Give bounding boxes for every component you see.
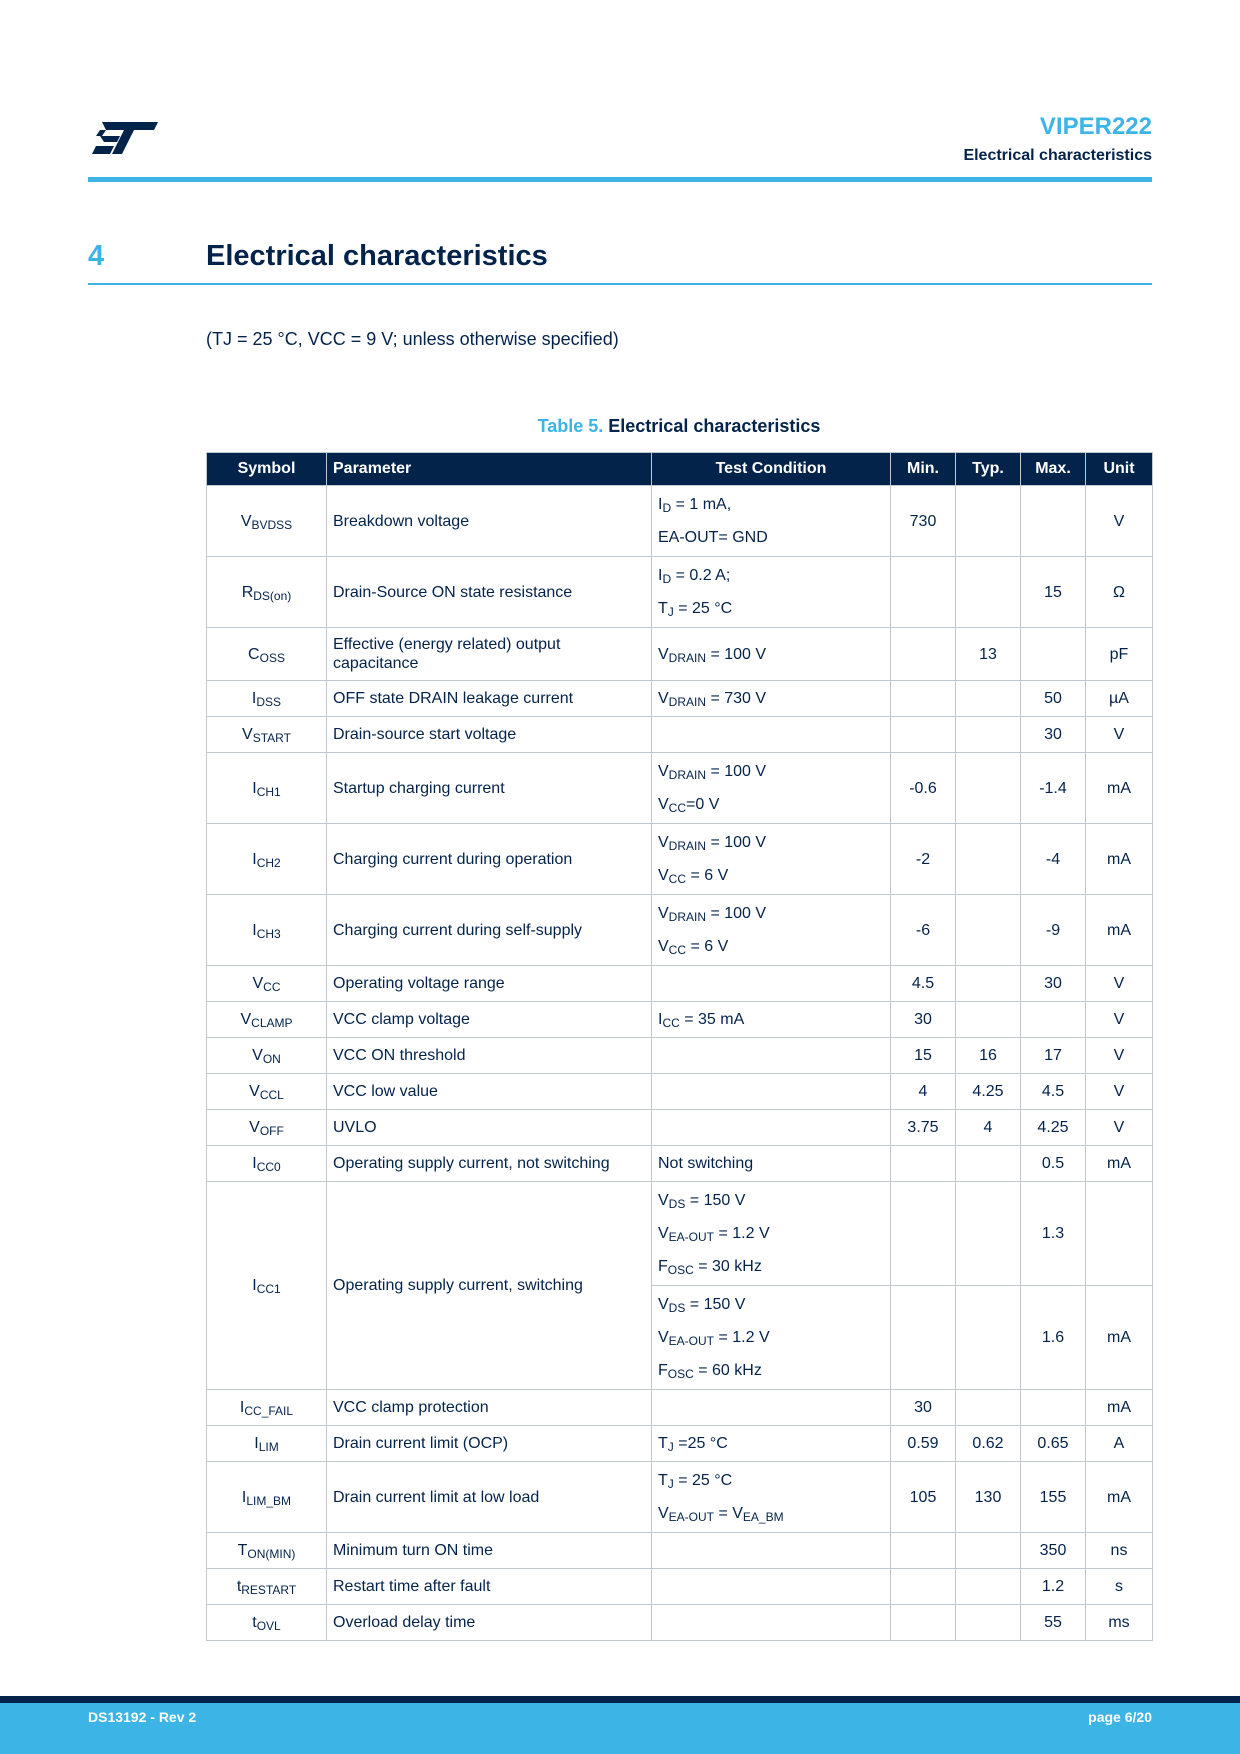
table-row bbox=[207, 1390, 1153, 1426]
min-cell: 3.75 bbox=[891, 1110, 956, 1146]
min-cell: 105 bbox=[891, 1462, 956, 1533]
max-cell: 155 bbox=[1021, 1462, 1086, 1533]
symbol-cell: $R_{DS(on)}$ bbox=[207, 557, 327, 628]
table-row bbox=[207, 1462, 1153, 1533]
min-cell: 30 bbox=[891, 1390, 956, 1426]
unit-cell: pF bbox=[1086, 628, 1153, 681]
condition-cell: $I_D = 1$ mA, EA-OUT= GND bbox=[652, 486, 891, 557]
min-cell bbox=[891, 681, 956, 717]
parameter-cell: Operating supply current, not switching bbox=[327, 1146, 652, 1182]
section-title: Electrical characteristics bbox=[206, 240, 548, 272]
section-number: 4 bbox=[88, 240, 105, 272]
table-row bbox=[207, 628, 1153, 681]
typ-cell bbox=[956, 824, 1021, 895]
col-header-condition: Test Condition bbox=[652, 453, 891, 486]
typ-cell: 4.25 bbox=[956, 1074, 1021, 1110]
symbol-cell: $V_{START}$ bbox=[207, 717, 327, 753]
condition-cell: $V_{DRAIN} = 730$ V bbox=[652, 681, 891, 717]
max-cell: 55 bbox=[1021, 1605, 1086, 1641]
symbol-cell: $I_{CC\_FAIL}$ bbox=[207, 1390, 327, 1426]
table-row bbox=[207, 1426, 1153, 1462]
min-cell: -2 bbox=[891, 824, 956, 895]
typ-cell bbox=[956, 753, 1021, 824]
parameter-cell: VCC ON threshold bbox=[327, 1038, 652, 1074]
footer-dark-band bbox=[0, 1696, 1240, 1703]
condition-cell bbox=[652, 1533, 891, 1569]
parameter-cell: Startup charging current bbox=[327, 753, 652, 824]
typ-cell: 130 bbox=[956, 1462, 1021, 1533]
col-header-min: Min. bbox=[891, 453, 956, 486]
min-cell: -6 bbox=[891, 895, 956, 966]
unit-cell: mA bbox=[1086, 1146, 1153, 1182]
max-cell bbox=[1021, 628, 1086, 681]
min-cell bbox=[891, 1569, 956, 1605]
min-cell bbox=[891, 1605, 956, 1641]
condition-cell: $V_{DS} = 150$ V $V_{EA-OUT} = 1.2$ V $F_{OSC} = 30$ kHz bbox=[652, 1182, 891, 1286]
max-cell: 17 bbox=[1021, 1038, 1086, 1074]
condition-cell bbox=[652, 717, 891, 753]
max-cell: 4.25 bbox=[1021, 1110, 1086, 1146]
max-cell: 1.6 bbox=[1021, 1286, 1086, 1390]
parameter-cell: VCC low value bbox=[327, 1074, 652, 1110]
table-row bbox=[207, 1533, 1153, 1569]
condition-cell: $V_{DRAIN} = 100$ V $V_{CC}=0$ V bbox=[652, 753, 891, 824]
table-row bbox=[207, 486, 1153, 557]
unit-cell: s bbox=[1086, 1569, 1153, 1605]
doc-subtitle: Electrical characteristics bbox=[963, 147, 1152, 164]
max-cell: 0.5 bbox=[1021, 1146, 1086, 1182]
symbol-cell: $t_{RESTART}$ bbox=[207, 1569, 327, 1605]
footer-doc-id: DS13192 - Rev 2 bbox=[88, 1709, 197, 1725]
parameter-cell: Charging current during operation bbox=[327, 824, 652, 895]
symbol-cell: $T_{ON(MIN)}$ bbox=[207, 1533, 327, 1569]
parameter-cell: Charging current during self-supply bbox=[327, 895, 652, 966]
max-cell bbox=[1021, 1390, 1086, 1426]
col-header-typ: Typ. bbox=[956, 453, 1021, 486]
condition-cell: $V_{DRAIN} = 100$ V $V_{CC} = 6$ V bbox=[652, 895, 891, 966]
condition-cell: $I_D = 0.2$ A; $T_J = 25$ °C bbox=[652, 557, 891, 628]
unit-cell: mA bbox=[1086, 1390, 1153, 1426]
table-caption-number: Table 5. bbox=[537, 416, 604, 436]
condition-cell: $I_{CC} = 35$ mA bbox=[652, 1002, 891, 1038]
section-intro: (TJ = 25 °C, VCC = 9 V; unless otherwise specified) bbox=[206, 329, 619, 349]
max-cell: 350 bbox=[1021, 1533, 1086, 1569]
typ-cell: 0.62 bbox=[956, 1426, 1021, 1462]
unit-cell: Ω bbox=[1086, 557, 1153, 628]
symbol-cell: $V_{CC}$ bbox=[207, 966, 327, 1002]
unit-cell: V bbox=[1086, 486, 1153, 557]
col-header-parameter: Parameter bbox=[327, 453, 652, 486]
table-row bbox=[207, 824, 1153, 895]
condition-cell bbox=[652, 1569, 891, 1605]
typ-cell bbox=[956, 681, 1021, 717]
min-cell: 30 bbox=[891, 1002, 956, 1038]
unit-cell: mA bbox=[1086, 895, 1153, 966]
parameter-cell: Drain current limit (OCP) bbox=[327, 1426, 652, 1462]
max-cell bbox=[1021, 1002, 1086, 1038]
table-row bbox=[207, 1605, 1153, 1641]
symbol-cell: $V_{CLAMP}$ bbox=[207, 1002, 327, 1038]
table-row bbox=[207, 717, 1153, 753]
max-cell: 1.2 bbox=[1021, 1569, 1086, 1605]
typ-cell bbox=[956, 895, 1021, 966]
parameter-cell: OFF state DRAIN leakage current bbox=[327, 681, 652, 717]
unit-cell: A bbox=[1086, 1426, 1153, 1462]
condition-cell: $V_{DRAIN} = 100$ V bbox=[652, 628, 891, 681]
parameter-cell: UVLO bbox=[327, 1110, 652, 1146]
unit-cell: V bbox=[1086, 1038, 1153, 1074]
parameter-cell: Overload delay time bbox=[327, 1605, 652, 1641]
typ-cell bbox=[956, 1533, 1021, 1569]
table-caption bbox=[206, 416, 1152, 437]
table-row bbox=[207, 681, 1153, 717]
unit-cell: µA bbox=[1086, 681, 1153, 717]
symbol-cell: $I_{CC1}$ bbox=[207, 1182, 327, 1390]
st-logo bbox=[88, 118, 160, 158]
electrical-characteristics-table bbox=[206, 452, 1153, 1641]
col-header-unit: Unit bbox=[1086, 453, 1153, 486]
max-cell: -4 bbox=[1021, 824, 1086, 895]
unit-cell bbox=[1086, 1182, 1153, 1286]
typ-cell bbox=[956, 557, 1021, 628]
condition-cell: $V_{DS} = 150$ V $V_{EA-OUT} = 1.2$ V $F_{OSC} = 60$ kHz bbox=[652, 1286, 891, 1390]
max-cell: 15 bbox=[1021, 557, 1086, 628]
table-row bbox=[207, 1002, 1153, 1038]
condition-cell: $V_{DRAIN} = 100$ V $V_{CC} = 6$ V bbox=[652, 824, 891, 895]
section-rule bbox=[88, 283, 1152, 285]
table-row bbox=[207, 557, 1153, 628]
unit-cell: V bbox=[1086, 1110, 1153, 1146]
symbol-cell: $t_{OVL}$ bbox=[207, 1605, 327, 1641]
symbol-cell: $I_{LIM}$ bbox=[207, 1426, 327, 1462]
symbol-cell: $V_{CCL}$ bbox=[207, 1074, 327, 1110]
typ-cell bbox=[956, 1390, 1021, 1426]
condition-cell: Not switching bbox=[652, 1146, 891, 1182]
max-cell: -9 bbox=[1021, 895, 1086, 966]
min-cell: -0.6 bbox=[891, 753, 956, 824]
min-cell: 4 bbox=[891, 1074, 956, 1110]
condition-cell bbox=[652, 1074, 891, 1110]
col-header-max: Max. bbox=[1021, 453, 1086, 486]
table-row bbox=[207, 966, 1153, 1002]
parameter-cell: Breakdown voltage bbox=[327, 486, 652, 557]
unit-cell: V bbox=[1086, 1002, 1153, 1038]
symbol-cell: $I_{CH3}$ bbox=[207, 895, 327, 966]
parameter-cell: Minimum turn ON time bbox=[327, 1533, 652, 1569]
parameter-cell: Effective (energy related) output capacitance bbox=[327, 628, 652, 681]
table-row bbox=[207, 1146, 1153, 1182]
typ-cell: 4 bbox=[956, 1110, 1021, 1146]
typ-cell bbox=[956, 1182, 1021, 1286]
condition-cell bbox=[652, 1110, 891, 1146]
parameter-cell: Drain-source start voltage bbox=[327, 717, 652, 753]
max-cell: -1.4 bbox=[1021, 753, 1086, 824]
col-header-symbol: Symbol bbox=[207, 453, 327, 486]
typ-cell: 13 bbox=[956, 628, 1021, 681]
unit-cell: mA bbox=[1086, 753, 1153, 824]
typ-cell bbox=[956, 1605, 1021, 1641]
symbol-cell: $I_{CH1}$ bbox=[207, 753, 327, 824]
condition-cell bbox=[652, 966, 891, 1002]
symbol-cell: $I_{CH2}$ bbox=[207, 824, 327, 895]
unit-cell: V bbox=[1086, 1074, 1153, 1110]
table-row bbox=[207, 895, 1153, 966]
min-cell: 0.59 bbox=[891, 1426, 956, 1462]
symbol-cell: $V_{ON}$ bbox=[207, 1038, 327, 1074]
table-row bbox=[207, 1074, 1153, 1110]
max-cell: 50 bbox=[1021, 681, 1086, 717]
max-cell: 1.3 bbox=[1021, 1182, 1086, 1286]
unit-cell: V bbox=[1086, 717, 1153, 753]
max-cell: 30 bbox=[1021, 966, 1086, 1002]
condition-cell bbox=[652, 1390, 891, 1426]
unit-cell: V bbox=[1086, 966, 1153, 1002]
symbol-cell: $I_{CC0}$ bbox=[207, 1146, 327, 1182]
typ-cell bbox=[956, 966, 1021, 1002]
symbol-cell: $C_{OSS}$ bbox=[207, 628, 327, 681]
condition-cell: $T_J =25$ °C bbox=[652, 1426, 891, 1462]
doc-title: VIPER222 bbox=[1039, 113, 1152, 140]
typ-cell bbox=[956, 1002, 1021, 1038]
table-row bbox=[207, 1569, 1153, 1605]
parameter-cell: Operating voltage range bbox=[327, 966, 652, 1002]
parameter-cell: VCC clamp voltage bbox=[327, 1002, 652, 1038]
typ-cell: 16 bbox=[956, 1038, 1021, 1074]
parameter-cell: Restart time after fault bbox=[327, 1569, 652, 1605]
min-cell bbox=[891, 628, 956, 681]
max-cell: 30 bbox=[1021, 717, 1086, 753]
min-cell bbox=[891, 717, 956, 753]
condition-cell: $T_J = 25$ °C $V_{EA-OUT} = V_{EA\_BM}$ bbox=[652, 1462, 891, 1533]
typ-cell bbox=[956, 1146, 1021, 1182]
min-cell bbox=[891, 557, 956, 628]
table-caption-title: Electrical characteristics bbox=[608, 416, 821, 436]
unit-cell: mA bbox=[1086, 1286, 1153, 1390]
table-header-row bbox=[207, 453, 1153, 486]
unit-cell: mA bbox=[1086, 824, 1153, 895]
parameter-cell: VCC clamp protection bbox=[327, 1390, 652, 1426]
condition-cell bbox=[652, 1605, 891, 1641]
typ-cell bbox=[956, 1286, 1021, 1390]
min-cell bbox=[891, 1146, 956, 1182]
symbol-cell: $I_{DSS}$ bbox=[207, 681, 327, 717]
symbol-cell: $V_{OFF}$ bbox=[207, 1110, 327, 1146]
min-cell: 730 bbox=[891, 486, 956, 557]
min-cell bbox=[891, 1286, 956, 1390]
max-cell: 4.5 bbox=[1021, 1074, 1086, 1110]
min-cell bbox=[891, 1182, 956, 1286]
unit-cell: mA bbox=[1086, 1462, 1153, 1533]
min-cell: 15 bbox=[891, 1038, 956, 1074]
footer-page-number: page 6/20 bbox=[1088, 1709, 1152, 1725]
typ-cell bbox=[956, 1569, 1021, 1605]
table-row bbox=[207, 753, 1153, 824]
typ-cell bbox=[956, 486, 1021, 557]
parameter-cell: Operating supply current, switching bbox=[327, 1182, 652, 1390]
unit-cell: ms bbox=[1086, 1605, 1153, 1641]
min-cell bbox=[891, 1533, 956, 1569]
parameter-cell: Drain current limit at low load bbox=[327, 1462, 652, 1533]
condition-cell bbox=[652, 1038, 891, 1074]
symbol-cell: $I_{LIM\_BM}$ bbox=[207, 1462, 327, 1533]
table-row bbox=[207, 1038, 1153, 1074]
parameter-cell: Drain-Source ON state resistance bbox=[327, 557, 652, 628]
header-rule bbox=[88, 177, 1152, 182]
max-cell: 0.65 bbox=[1021, 1426, 1086, 1462]
typ-cell bbox=[956, 717, 1021, 753]
symbol-cell: $V_{BVDSS}$ bbox=[207, 486, 327, 557]
unit-cell: ns bbox=[1086, 1533, 1153, 1569]
table-row bbox=[207, 1110, 1153, 1146]
max-cell bbox=[1021, 486, 1086, 557]
min-cell: 4.5 bbox=[891, 966, 956, 1002]
table-row bbox=[207, 1182, 1153, 1286]
